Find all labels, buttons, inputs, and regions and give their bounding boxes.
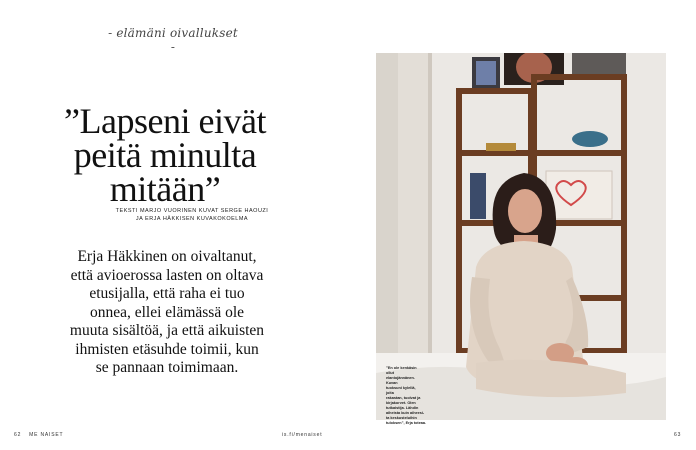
lead-line: muuta sisältöä, ja että aikuisten xyxy=(69,322,265,339)
lead-line: ihmisten etäsuhde toimii, kun xyxy=(75,340,259,358)
caption-line: rakastan, tuolvat ja xyxy=(386,396,421,400)
caption-line: Kuvan xyxy=(386,381,398,385)
headline-line: ”Lapseni eivät xyxy=(64,101,266,141)
caption-line: aiheista kuin aiheesi- xyxy=(386,411,425,415)
caption-line: elantojännänen. xyxy=(386,376,415,380)
headline-line: peitä minulta xyxy=(73,135,257,175)
lead-line: onnea, ellei elämässä ole xyxy=(89,303,245,321)
page-number-left: 62 xyxy=(14,432,22,438)
caption-line: joita xyxy=(386,391,394,395)
footer-url: is.fi/menaiset xyxy=(282,432,323,438)
byline-credits xyxy=(92,207,292,223)
credits-line: TEKSTI MARJO VUORINEN KUVAT SERGE HAOUZI xyxy=(115,208,269,214)
headline-line: mitään” xyxy=(109,169,221,209)
credits-line: JA ERJA HÄKKISEN KUVAKOKOELMA xyxy=(135,216,249,222)
caption-line: tuoksuni kylellä, xyxy=(386,386,416,390)
caption-line: tuloksen”, Erja toteaa. xyxy=(386,421,427,425)
photo-caption xyxy=(386,366,444,426)
caption-line: tutkaistija. Lähdin xyxy=(386,406,419,410)
section-tag: - elämäni oivallukset - xyxy=(108,26,238,54)
photo-illustration xyxy=(376,53,666,420)
magazine-name: ME NAISET xyxy=(29,432,64,438)
portrait-photo xyxy=(376,53,666,420)
headline xyxy=(40,101,290,209)
footer-left xyxy=(14,432,63,438)
lead-line: että avioerossa lasten on oltava xyxy=(70,266,264,284)
lead-line: se pannaan toimimaan. xyxy=(95,359,239,376)
caption-line: ”En ole kenkäsin xyxy=(386,366,417,370)
caption-line: ta keskusteluihin xyxy=(386,416,417,420)
caption-line: kirjakorvet. Olen xyxy=(386,401,416,405)
lead-line: etusijalla, että raha ei tuo xyxy=(89,285,245,302)
lead-paragraph xyxy=(50,248,284,378)
lead-line: Erja Häkkinen on oivaltanut, xyxy=(77,248,257,265)
page-number-right: 63 xyxy=(674,432,682,438)
caption-line: ollut xyxy=(386,371,395,375)
